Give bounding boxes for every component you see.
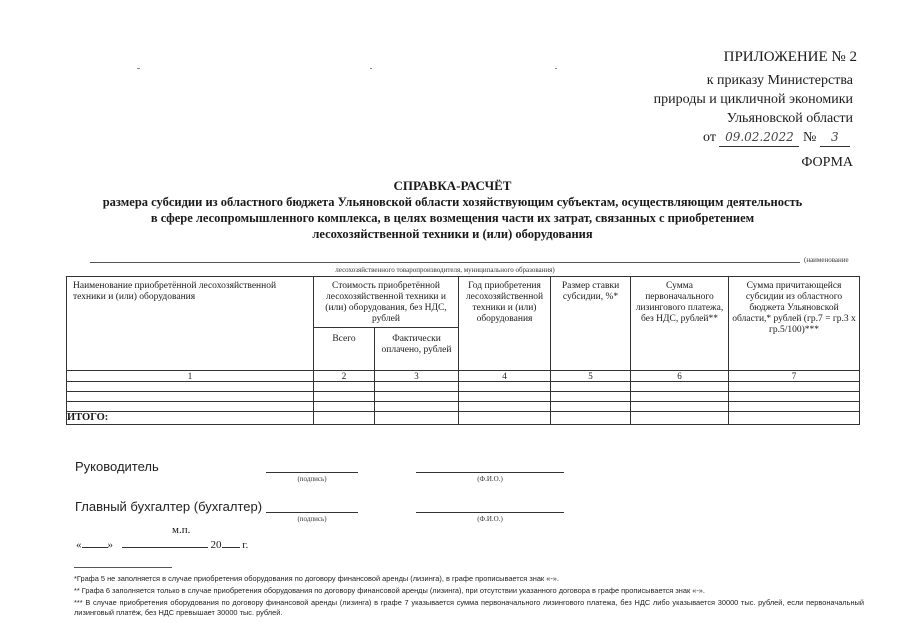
column-number: 2	[314, 371, 375, 382]
date-fill-row	[76, 539, 248, 551]
number-prefix: №	[802, 130, 817, 145]
order-date-value: 09.02.2022	[719, 128, 799, 147]
year-suffix: г.	[242, 539, 249, 551]
col-header-paid: Фактически оплачено, рублей	[375, 328, 459, 371]
col-header-rate: Размер ставки субсидии, %*	[551, 277, 631, 371]
table-cell	[314, 392, 375, 402]
subsidy-table	[66, 276, 860, 425]
title-line-1: размера субсидии из областного бюджета Ульяновской области хозяйствующим субъектам, осуществляющим деятельность	[102, 195, 803, 209]
head-signature-line	[266, 471, 358, 473]
col-header-cost: Стоимость приобретённой лесохозяйственной техники и (или) оборудования, без НДС, рублей	[314, 277, 459, 328]
accountant-label: Главный бухгалтер (бухгалтер)	[75, 499, 263, 514]
table-cell	[551, 412, 631, 425]
table-cell	[729, 402, 860, 412]
title-line-3: лесохозяйственной техники и (или) оборудования	[312, 227, 593, 241]
table-cell	[551, 402, 631, 412]
name-hint-below: лесохозяйственного товаропроизводителя, муниципального образования)	[335, 266, 555, 274]
total-label: ИТОГО:	[67, 412, 314, 425]
year-blank	[222, 547, 240, 548]
date-quote-open: «	[76, 539, 82, 551]
table-cell	[459, 382, 551, 392]
table-cell	[631, 392, 729, 402]
table-cell	[375, 392, 459, 402]
footnote-separator	[74, 567, 172, 568]
month-blank	[122, 547, 208, 548]
col-header-subsidy: Сумма причитающейся субсидии из областного бюджета Ульяновской области,* рублей (гр.7 = гр.3 x гр.5/100)***	[729, 277, 860, 371]
table-cell	[631, 412, 729, 425]
column-number-row	[67, 371, 860, 382]
accountant-fio-line	[416, 511, 564, 513]
table-row	[67, 402, 860, 412]
col-header-year: Год приобретения лесохозяйственной техники и (или) оборудования	[459, 277, 551, 371]
column-number: 1	[67, 371, 314, 382]
column-number: 3	[375, 371, 459, 382]
date-prefix: от	[703, 130, 716, 145]
table-cell	[551, 382, 631, 392]
table-cell	[729, 392, 860, 402]
table-cell	[631, 402, 729, 412]
column-number: 7	[729, 371, 860, 382]
order-date-row	[703, 128, 850, 147]
order-line-3: Ульяновской области	[726, 111, 853, 126]
table-cell	[459, 392, 551, 402]
name-hint-right: (наименование	[804, 256, 849, 264]
table-cell	[631, 382, 729, 392]
day-blank	[82, 547, 108, 548]
table-cell	[375, 382, 459, 392]
col-header-leasing: Сумма первоначального лизингового платежа, без НДС, рублей**	[631, 277, 729, 371]
accountant-signature-line	[266, 511, 358, 513]
col-header-name: Наименование приобретённой лесохозяйственной техники и (или) оборудования	[67, 277, 314, 371]
scan-speck	[555, 68, 557, 69]
column-number: 5	[551, 371, 631, 382]
fio-hint: (Ф.И.О.)	[477, 515, 503, 523]
table-cell	[314, 402, 375, 412]
column-number: 6	[631, 371, 729, 382]
form-label: ФОРМА	[801, 155, 853, 170]
total-row	[67, 412, 860, 425]
footnote-1: *Графа 5 не заполняется в случае приобретения оборудования по договору финансовой аренды (лизинга), в графе прописывается знак «-».	[74, 574, 559, 583]
scan-speck	[137, 68, 140, 69]
order-line-1: к приказу Министерства	[706, 73, 853, 88]
table-header-row	[67, 277, 860, 328]
table-cell	[459, 402, 551, 412]
date-quote-close: »	[107, 539, 113, 551]
table-cell	[729, 412, 860, 425]
table-cell	[67, 392, 314, 402]
document-title: СПРАВКА-РАСЧЁТ	[393, 178, 512, 193]
signature-hint: (подпись)	[297, 515, 327, 523]
table-cell	[314, 412, 375, 425]
table-cell	[67, 382, 314, 392]
table-cell	[67, 402, 314, 412]
table-cell	[729, 382, 860, 392]
stamp-place-label: м.п.	[172, 524, 191, 536]
column-number: 4	[459, 371, 551, 382]
table-cell	[375, 402, 459, 412]
year-prefix: 20	[210, 539, 222, 551]
order-number-value: 3	[820, 128, 850, 147]
order-line-2: природы и цикличной экономики	[653, 92, 853, 107]
table-row	[67, 392, 860, 402]
appendix-label: ПРИЛОЖЕНИЕ № 2	[723, 49, 857, 65]
signature-hint: (подпись)	[297, 475, 327, 483]
table-cell	[551, 392, 631, 402]
head-fio-line	[416, 471, 564, 473]
table-cell	[375, 412, 459, 425]
head-label: Руководитель	[75, 459, 159, 474]
table-row	[67, 382, 860, 392]
table-cell	[459, 412, 551, 425]
footnote-3: *** В случае приобретения оборудования по договору финансовой аренды (лизинга) в графе 7 указывается сумма первоначального лизингового платежа, без НДС либо указывается 30000 тыс. рублей, если первоначальный лизинговый платёж, без НДС превышает 30000 тыс. рублей.	[74, 598, 864, 617]
organization-name-line	[90, 262, 800, 263]
scan-speck	[370, 68, 372, 69]
title-line-2: в сфере лесопромышленного комплекса, в целях возмещения части их затрат, связанных с приобретением	[150, 211, 755, 225]
table-cell	[314, 382, 375, 392]
footnote-2: ** Графа 6 заполняется только в случае приобретения оборудования по договору финансовой аренды (лизинга), при отсутствии указанного договора в графе прописывается знак «-».	[74, 586, 705, 595]
col-header-total: Всего	[314, 328, 375, 371]
fio-hint: (Ф.И.О.)	[477, 475, 503, 483]
